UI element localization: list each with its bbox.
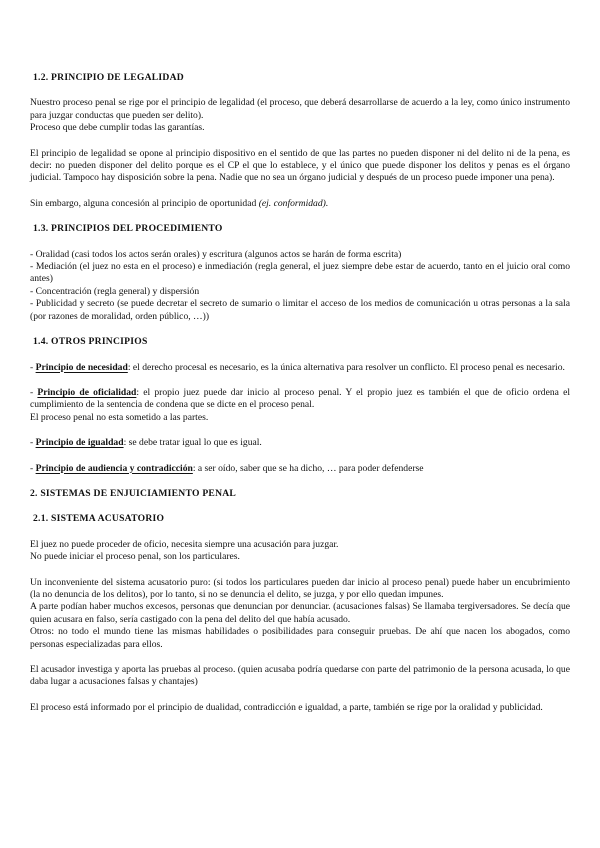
principle-necesidad <box>30 362 570 374</box>
principle-label: Principio de necesidad <box>35 361 128 373</box>
section-heading-1-4: 1.4. OTROS PRINCIPIOS <box>33 336 148 348</box>
principle-text: : el derecho procesal es necesario, es la única alternativa para resolver un conflicto. El proceso penal es necesario. <box>127 361 565 373</box>
principle-label: Principio de audiencia y contradicción <box>35 462 193 474</box>
paragraph: No puede iniciar el proceso penal, son los particulares. <box>30 551 240 563</box>
list-item: - Mediación (el juez no esta en el proceso) e inmediación (regla general, el juez siempre debe estar de acuerdo, tanto en el juicio oral como antes) <box>30 261 570 285</box>
list-item: - Publicidad y secreto (se puede decretar el secreto de sumario o limitar el acceso de los medios de comunicación u otras personas a la sala (por razones de moralidad, orden público, …)) <box>30 298 570 322</box>
paragraph: A parte podían haber muchos excesos, personas que denuncian por denunciar. (acusaciones falsas) Se llamaba tergiversadores. Se decía que quien acusara en falso, sería castigado con la pena del delito del que había acusado. <box>30 601 570 625</box>
dash: - <box>30 462 36 474</box>
dash: - <box>30 361 36 373</box>
italic-example: (ej. conformidad). <box>258 197 329 209</box>
principle-text: : se debe tratar igual lo que es igual. <box>123 437 262 449</box>
paragraph: Otros: no todo el mundo tiene las mismas habilidades o posibilidades para conseguir pruebas. De ahí que nacen los abogados, como personas especializadas para ellos. <box>30 626 570 650</box>
paragraph: El juez no puede proceder de oficio, necesita siempre una acusación para juzgar. <box>30 538 339 550</box>
paragraph: El proceso está informado por el principio de dualidad, contradicción e igualdad, a parte, también se rige por la oralidad y publicidad. <box>30 701 543 713</box>
principle-text: : el propio juez puede dar inicio al proceso penal. Y el propio juez es también el que de oficio ordena el cumplimiento de la sentencia de condena que se dicte en el proceso penal. <box>30 386 571 411</box>
principle-igualdad <box>30 437 570 449</box>
paragraph: Un inconveniente del sistema acusatorio puro: (si todos los particulares pueden dar inicio al proceso penal) puede haber un encubrimiento (la no denuncia de los delitos), por lo tanto, si no se denuncia el delito, se juzga, y por ello quedan impunes. <box>30 576 570 600</box>
principle-oficialidad <box>30 387 570 412</box>
principle-audiencia <box>30 463 570 475</box>
paragraph: Proceso que debe cumplir todas las garantías. <box>30 122 205 134</box>
section-heading-1-2: 1.2. PRINCIPIO DE LEGALIDAD <box>33 72 184 83</box>
paragraph: El principio de legalidad se opone al principio dispositivo en el sentido de que las partes no pueden disponer ni del delito ni de la pena, es decir: no pueden disponer del delito porque es el CP el que lo establece, y el único que puede disponer los delitos y penas es el órgano judicial. Tampoco hay disposición sobre la pena. Nadie que no sea un órgano judicial y después de un proceso puede imponer una pena). <box>30 147 570 184</box>
list-item: - Oralidad (casi todos los actos serán orales) y escritura (algunos actos se harán de forma escrita) <box>30 248 402 260</box>
paragraph: El acusador investiga y aporta las pruebas al proceso. (quien acusaba podría quedarse con parte del patrimonio de la persona acusada, lo que daba lugar a acusaciones falsas y chantajes) <box>30 664 570 688</box>
dash: - <box>30 437 36 449</box>
section-heading-2: 2. SISTEMAS DE ENJUICIAMIENTO PENAL <box>30 487 237 499</box>
dash: - <box>30 386 38 398</box>
paragraph <box>30 198 570 210</box>
list-item: - Concentración (regla general) y dispersión <box>30 285 200 297</box>
principle-text: : a ser oído, saber que se ha dicho, … para poder defenderse <box>192 462 424 474</box>
principle-label: Principio de igualdad <box>35 437 124 449</box>
paragraph-text: Sin embargo, alguna concesión al principio de oportunidad <box>30 197 259 209</box>
section-heading-2-1: 2.1. SISTEMA ACUSATORIO <box>33 513 165 525</box>
paragraph: Nuestro proceso penal se rige por el principio de legalidad (el proceso, que deberá desarrollarse de acuerdo a la ley, como único instrumento para juzgar conductas que pueden ser delito). <box>30 97 570 121</box>
principle-label: Principio de oficialidad <box>37 386 137 398</box>
section-heading-1-3: 1.3. PRINCIPIOS DEL PROCEDIMIENTO <box>33 223 223 235</box>
paragraph: El proceso penal no esta sometido a las partes. <box>30 411 209 423</box>
